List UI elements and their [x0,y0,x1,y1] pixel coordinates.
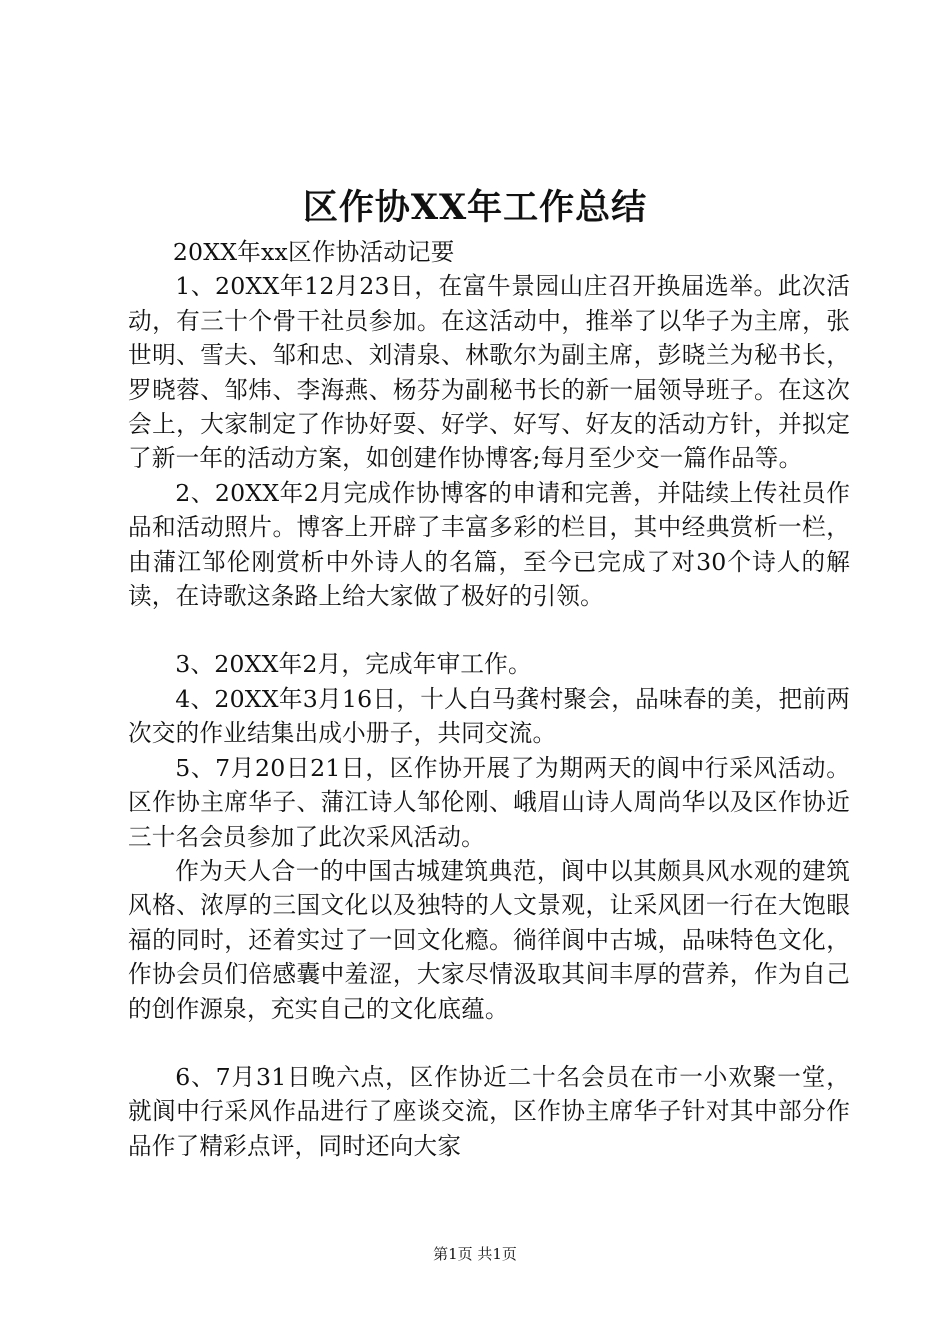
paragraph-3: 3、20XX年2月，完成年审工作。 [175,650,532,679]
paragraph-2: 2、20XX年2月完成作协博客的申请和完善，并陆续上传社员作品和活动照片。博客上开辟了丰富多彩的栏目，其中经典赏析一栏，由蒲江邹伦刚赏析中外诗人的名篇，至今已完成了对30个诗人的解读，在诗歌这条路上给大家做了极好的引领。 [128,478,850,611]
document-body [128,235,850,1163]
document-title: 区作协XX年工作总结 [302,187,648,228]
paragraph-1: 1、20XX年12月23日，在富牛景园山庄召开换届选举。此次活动，有三十个骨干社员参加。在这活动中，推举了以华子为主席，张世明、雪夫、邹和忠、刘清泉、林歌尔为副主席，彭晓兰为秘书长，罗晓蓉、邹炜、李海燕、杨芬为副秘书长的新一届领导班子。在这次会上，大家制定了作协好耍、好学、好写、好友的活动方针，并拟定了新一年的活动方案，如创建作协博客;每月至少交一篇作品等。 [128,272,850,473]
paragraph-6: 作为天人合一的中国古城建筑典范，阆中以其颇具风水观的建筑风格、浓厚的三国文化以及独特的人文景观，让采风团一行在大饱眼福的同时，还着实过了一回文化瘾。徜徉阆中古城，品味特色文化，作协会员们倍感囊中羞涩，大家尽情汲取其间丰厚的营养，作为自己的创作源泉，充实自己的文化底蕴。 [128,856,850,1023]
paragraph-7: 6、7月31日晚六点，区作协近二十名会员在市一小欢聚一堂，就阆中行采风作品进行了座谈交流，区作协主席华子针对其中部分作品作了精彩点评，同时还向大家 [128,1062,850,1160]
page-footer: 第1页 共1页 [433,1245,517,1263]
document-subtitle: 20XX年xx区作协活动记要 [172,238,455,266]
paragraph-4: 4、20XX年3月16日，十人白马龚村聚会，品味春的美，把前两次交的作业结集出成小册子，共同交流。 [128,684,850,748]
paragraph-5: 5、7月20日21日，区作协开展了为期两天的阆中行采风活动。区作协主席华子、蒲江诗人邹伦刚、峨眉山诗人周尚华以及区作协近三十名会员参加了此次采风活动。 [128,753,850,851]
